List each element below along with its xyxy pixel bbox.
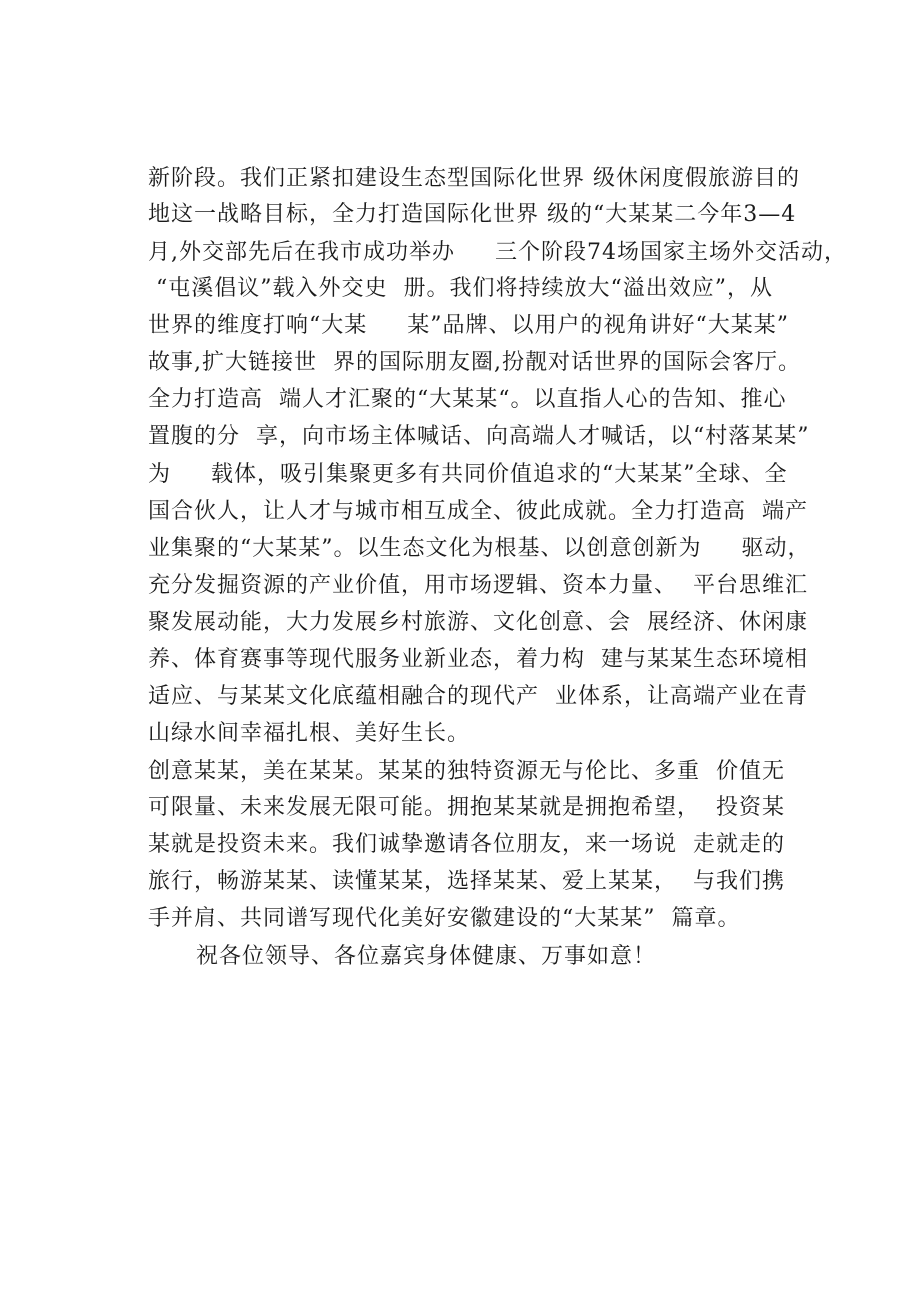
text-line: 充分发掘资源的产业价值，用市场逻辑、资本力量、 平台思维汇 <box>148 573 808 598</box>
closing-line: 祝各位领导、各位嘉宾身体健康、万事如意！ <box>196 944 657 969</box>
text-line: 新阶段。我们正紧扣建设生态型国际化世界 级休闲度假旅游目的 <box>148 166 800 191</box>
text-line: 旅行，畅游某某、读懂某某，选择某某、爱上某某， 与我们携 <box>148 869 785 894</box>
text-line: 手并肩、共同谱写现代化美好安徽建设的“大某某” 篇章。 <box>148 906 741 931</box>
text-line: 故事,扩大链接世 界的国际朋友圈,扮靓对话世界的国际会客厅。 <box>148 350 801 375</box>
text-line: 山绿水间幸福扎根、美好生长。 <box>148 721 471 746</box>
text-line: 创意某某，美在某某。某某的独特资源无与伦比、多重 价值无 <box>148 759 785 784</box>
text-line: 聚发展动能，大力发展乡村旅游、文化创意、会 展经济、休闲康 <box>148 610 808 635</box>
text-line: 地这一战略目标，全力打造国际化世界 级的“大某某二今年3—4 <box>148 202 797 227</box>
text-line: “屯溪倡议”载入外交史 册。我们将持续放大“溢出效应”，从 <box>148 276 773 301</box>
text-line: 置腹的分 享，向市场主体喊话、向高端人才喊话，以“村落某某” <box>148 424 810 449</box>
text-line: 月,外交部先后在我市成功举办 三个阶段74场国家主场外交活动， <box>148 240 847 265</box>
text-line: 适应、与某某文化底蕴相融合的现代产 业体系，让高端产业在青 <box>148 684 808 709</box>
text-line: 世界的维度打响“大某 某”品牌、以用户的视角讲好“大某某” <box>148 313 789 338</box>
text-line: 国合伙人，让人才与城市相互成全、彼此成就。全力打造高 端产 <box>148 499 808 524</box>
text-line: 为 载体，吸引集聚更多有共同价值追求的“大某某”全球、全 <box>148 462 788 487</box>
text-line: 养、体育赛事等现代服务业新业态，着力构 建与某某生态环境相 <box>148 647 808 672</box>
text-line: 可限量、未来发展无限可能。拥抱某某就是拥抱希望， 投资某 <box>148 795 785 820</box>
text-line: 某就是投资未来。我们诚挚邀请各位朋友，来一场说 走就走的 <box>148 832 785 857</box>
text-line: 全力打造高 端人才汇聚的“大某某“。以直指人心的告知、推心 <box>148 387 787 412</box>
text-line: 业集聚的“大某某”。以生态文化为根基、以创意创新为 驱动， <box>148 536 811 561</box>
